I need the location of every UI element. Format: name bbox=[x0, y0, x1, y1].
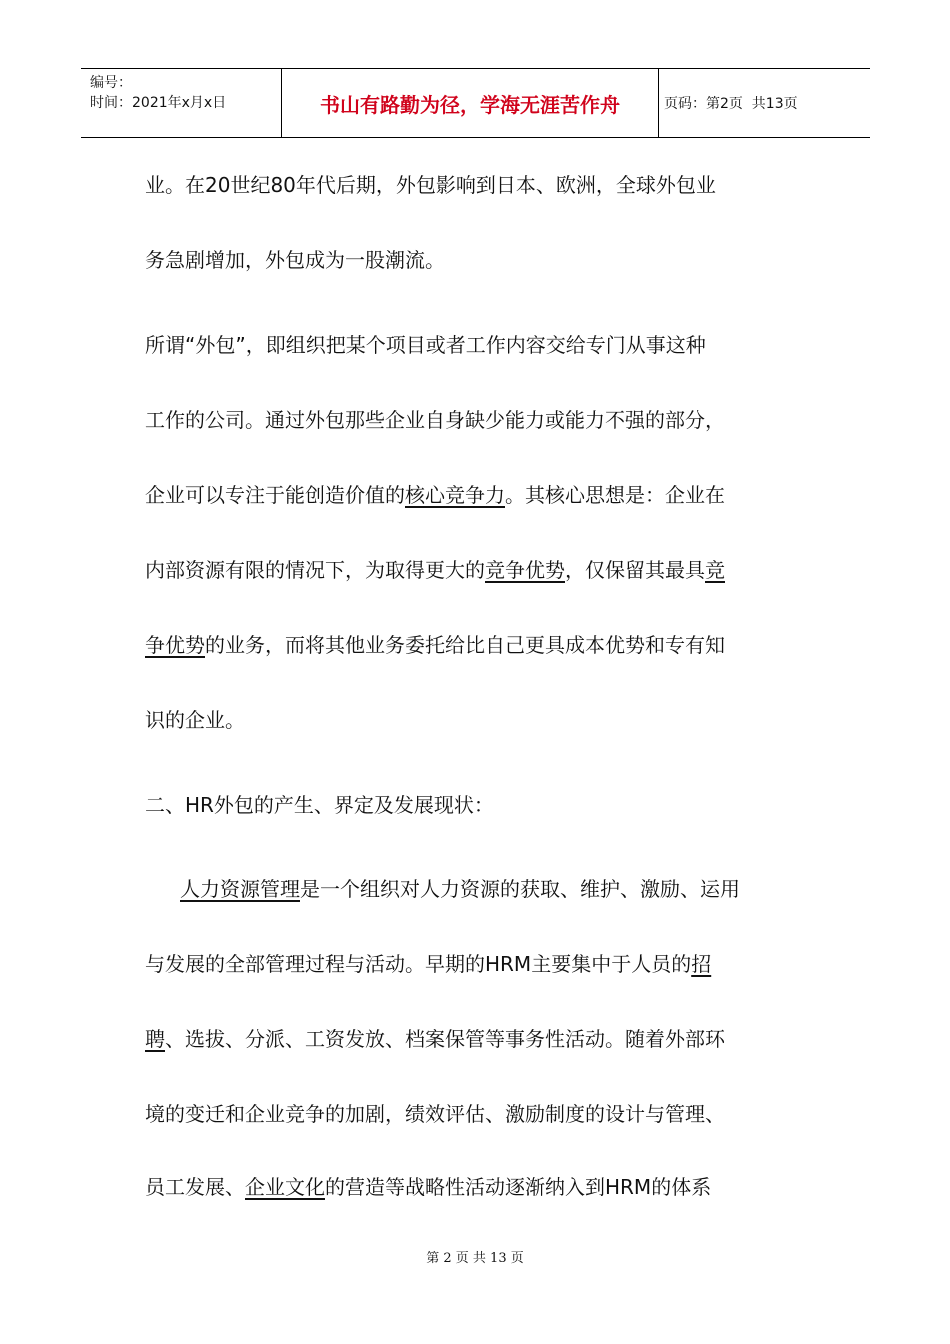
header-motto-cell bbox=[282, 69, 659, 137]
body-line bbox=[145, 1024, 810, 1054]
body-line bbox=[145, 949, 810, 979]
link-competitive-advantage-part[interactable]: 争优势 bbox=[145, 633, 205, 657]
text-run: 所谓“外包”，即组织把某个项目或者工作内容交给专门从事这种 bbox=[145, 333, 706, 357]
text-run: 识的企业。 bbox=[145, 708, 245, 732]
header-page-label: 页码：第2页 共13页 bbox=[664, 96, 798, 112]
text-run: 境的变迁和企业竞争的加剧，绩效评估、激励制度的设计与管理、 bbox=[145, 1102, 725, 1126]
header-meta-cell bbox=[81, 69, 282, 137]
body-line bbox=[145, 170, 810, 200]
footer-page-number: 第 2 页 共 13 页 bbox=[426, 1251, 524, 1266]
text-run: 企业可以专注于能创造价值的 bbox=[145, 483, 405, 507]
document-date-label: 时间：2021年x月x日 bbox=[90, 95, 227, 111]
text-run: 工作的公司。通过外包那些企业自身缺少能力或能力不强的部分， bbox=[145, 408, 725, 432]
text-run: 、选拔、分派、工资发放、档案保管等事务性活动。随着外部环 bbox=[165, 1027, 725, 1051]
link-competitive-advantage-part[interactable]: 竞 bbox=[705, 558, 725, 582]
body-line bbox=[145, 330, 810, 360]
body-line bbox=[145, 1099, 810, 1129]
body-line bbox=[145, 555, 810, 585]
header-page-cell bbox=[659, 69, 870, 137]
header-motto: 书山有路勤为径，学海无涯苦作舟 bbox=[320, 92, 620, 117]
body-line bbox=[145, 630, 810, 660]
text-run: 务急剧增加，外包成为一股潮流。 bbox=[145, 248, 445, 272]
link-recruitment-part[interactable]: 聘 bbox=[145, 1027, 165, 1051]
document-number-label: 编号： bbox=[90, 75, 132, 91]
body-line bbox=[145, 405, 810, 435]
text-run: 的业务，而将其他业务委托给比自己更具成本优势和专有知 bbox=[205, 633, 725, 657]
page-header bbox=[81, 68, 870, 138]
text-run: 是一个组织对人力资源的获取、维护、激励、运用 bbox=[300, 877, 740, 901]
text-run: 内部资源有限的情况下，为取得更大的 bbox=[145, 558, 485, 582]
body-line bbox=[145, 705, 810, 735]
body-line bbox=[180, 874, 845, 904]
body-line bbox=[145, 480, 810, 510]
text-run: 的营造等战略性活动逐渐纳入到HRM的体系 bbox=[325, 1175, 712, 1199]
body-line bbox=[145, 1172, 810, 1202]
text-run: 业。在20世纪80年代后期，外包影响到日本、欧洲，全球外包业 bbox=[145, 173, 716, 197]
body-line bbox=[145, 245, 810, 275]
text-run: 员工发展、 bbox=[145, 1175, 245, 1199]
text-run: ，仅保留其最具 bbox=[565, 558, 705, 582]
link-recruitment-part[interactable]: 招 bbox=[691, 952, 712, 976]
link-hrm[interactable]: 人力资源管理 bbox=[180, 877, 300, 901]
section-heading bbox=[145, 790, 810, 820]
link-core-competence[interactable]: 核心竞争力 bbox=[405, 483, 505, 507]
link-competitive-advantage[interactable]: 竞争优势 bbox=[485, 558, 565, 582]
page-footer bbox=[0, 1247, 950, 1266]
text-run: 与发展的全部管理过程与活动。早期的HRM主要集中于人员的 bbox=[145, 952, 692, 976]
text-run: 。其核心思想是：企业在 bbox=[505, 483, 725, 507]
text-run: 二、HR外包的产生、界定及发展现状： bbox=[145, 793, 494, 817]
link-corporate-culture[interactable]: 企业文化 bbox=[245, 1175, 325, 1199]
